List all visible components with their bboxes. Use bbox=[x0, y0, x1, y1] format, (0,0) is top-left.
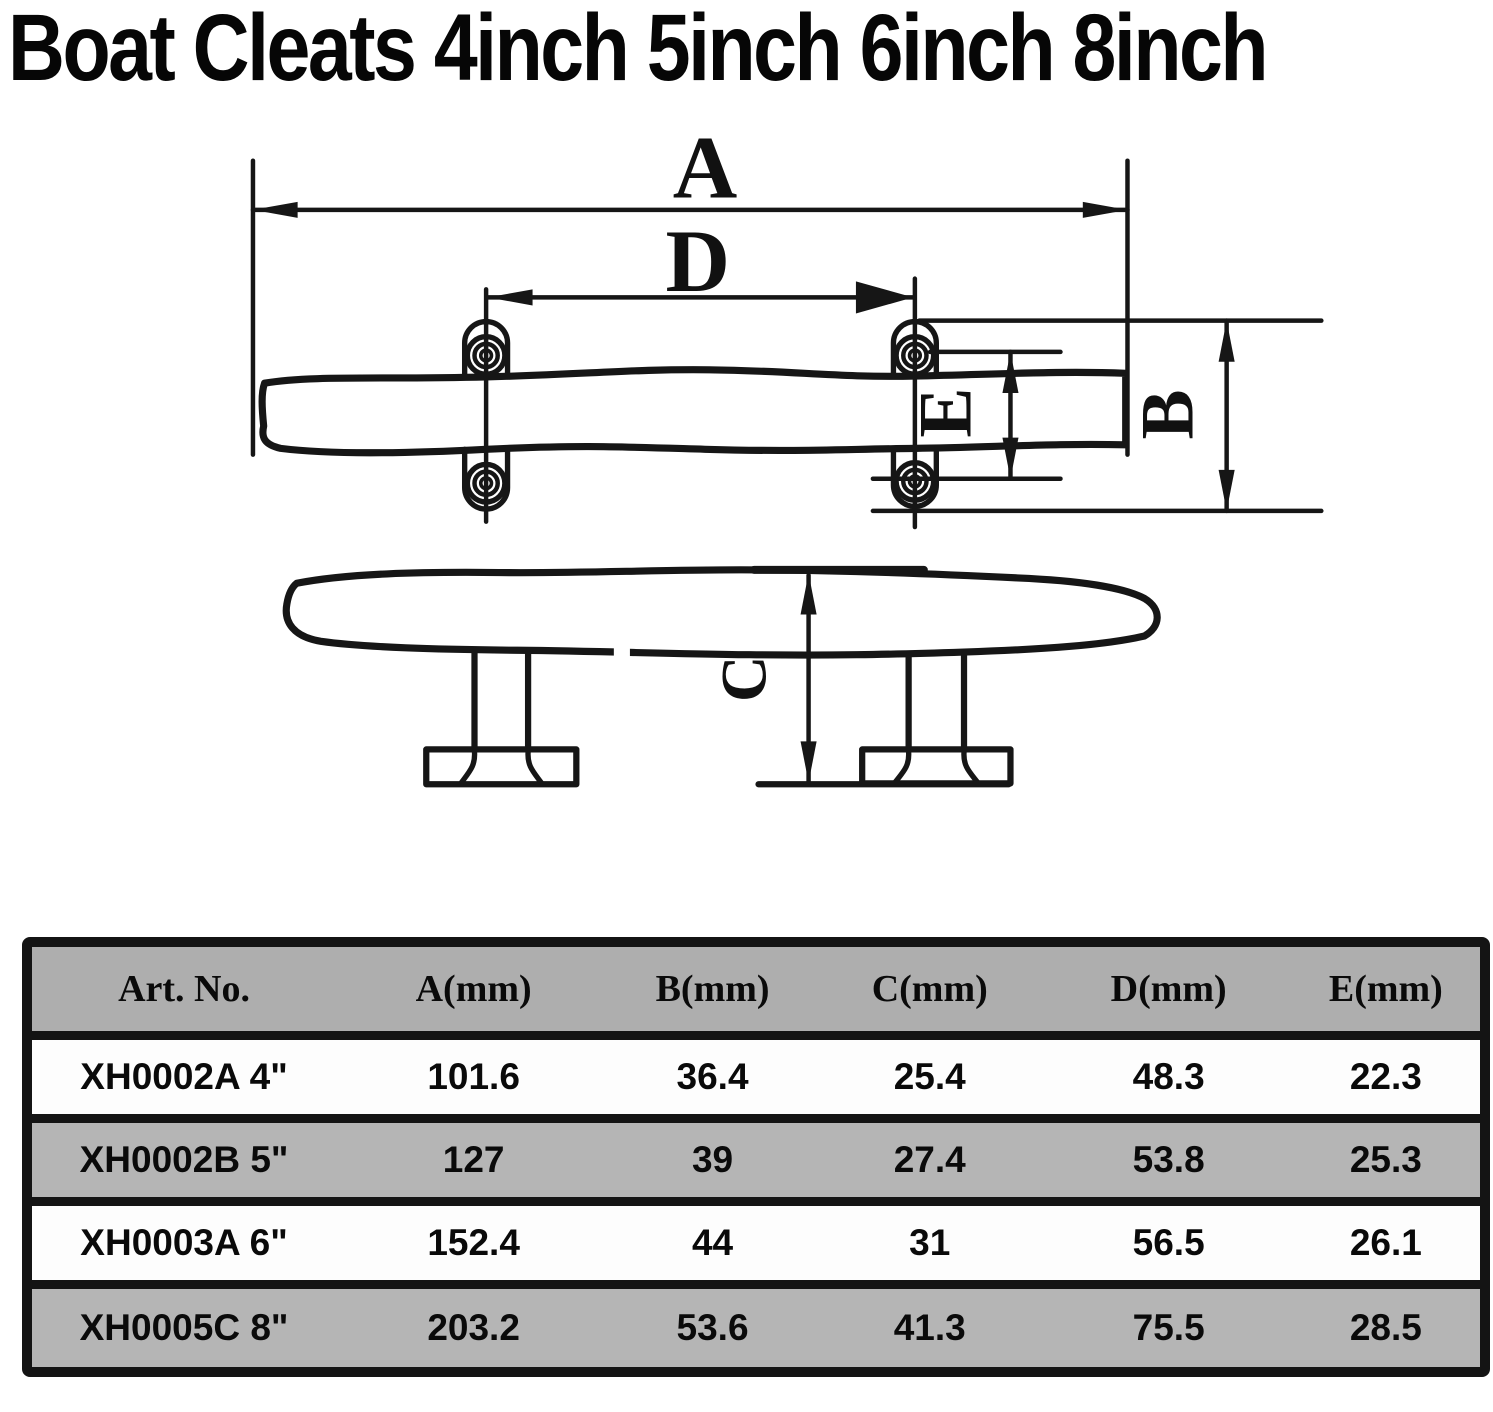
c-arrowhead-top bbox=[801, 573, 817, 614]
cell-b: 44 bbox=[691, 1221, 734, 1263]
table-row-4inch bbox=[32, 1035, 1480, 1118]
e-arrowhead-bottom bbox=[1002, 438, 1018, 479]
top-view-body-outline bbox=[262, 370, 1126, 453]
col-header-a: A(mm) bbox=[415, 967, 532, 1010]
cell-art-no: XH0002B 5" bbox=[79, 1138, 289, 1180]
cell-d: 53.8 bbox=[1132, 1138, 1205, 1180]
cell-a: 152.4 bbox=[427, 1221, 520, 1263]
cell-art-no: XH0003A 6" bbox=[80, 1221, 288, 1263]
cell-e: 22.3 bbox=[1349, 1055, 1422, 1097]
body-break-gap bbox=[614, 645, 630, 659]
a-arrowhead-left bbox=[253, 202, 298, 218]
col-header-d: D(mm) bbox=[1110, 967, 1227, 1010]
a-arrowhead-right bbox=[1083, 202, 1128, 218]
spec-table bbox=[32, 947, 1480, 1367]
table-row-5inch bbox=[32, 1118, 1480, 1201]
cell-c: 41.3 bbox=[893, 1306, 966, 1348]
cell-b: 36.4 bbox=[676, 1055, 749, 1097]
c-arrowhead-bottom bbox=[801, 741, 817, 782]
cell-d: 75.5 bbox=[1132, 1306, 1205, 1348]
cell-c: 31 bbox=[909, 1221, 951, 1263]
table-row-6inch bbox=[32, 1201, 1480, 1284]
b-arrowhead-top bbox=[1219, 321, 1235, 362]
cell-a: 101.6 bbox=[427, 1055, 520, 1097]
cell-art-no: XH0002A 4" bbox=[80, 1055, 288, 1097]
dimension-D bbox=[488, 212, 913, 313]
table-header-row bbox=[32, 947, 1480, 1035]
d-arrowhead-right bbox=[856, 281, 913, 313]
cell-e: 28.5 bbox=[1349, 1306, 1422, 1348]
dimension-label-a: A bbox=[672, 118, 738, 218]
cell-a: 127 bbox=[442, 1138, 505, 1180]
right-base-flare-left bbox=[894, 752, 908, 783]
cell-art-no: XH0005C 8" bbox=[79, 1306, 289, 1348]
cell-e: 26.1 bbox=[1349, 1221, 1422, 1263]
col-header-c: C(mm) bbox=[871, 967, 988, 1010]
right-base-flare-right bbox=[964, 752, 978, 783]
dimension-label-e: E bbox=[904, 387, 988, 438]
page-title: Boat Cleats 4inch 5inch 6inch 8inch bbox=[8, 0, 1267, 101]
cleat-drawing-svg bbox=[0, 100, 1493, 937]
dimension-label-b: B bbox=[1126, 389, 1210, 440]
col-header-art-no: Art. No. bbox=[118, 967, 250, 1010]
cleat-technical-drawing bbox=[0, 100, 1493, 937]
d-arrowhead-left bbox=[488, 289, 533, 305]
cell-c: 25.4 bbox=[893, 1055, 966, 1097]
table-row-8inch bbox=[32, 1284, 1480, 1367]
right-base-plate bbox=[862, 749, 1010, 783]
spec-table-frame bbox=[22, 937, 1490, 1377]
cell-d: 48.3 bbox=[1132, 1055, 1205, 1097]
cell-c: 27.4 bbox=[893, 1138, 966, 1180]
cell-e: 25.3 bbox=[1349, 1138, 1422, 1180]
left-base-plate bbox=[426, 749, 576, 784]
cell-b: 39 bbox=[691, 1138, 734, 1180]
left-base-flare-left bbox=[460, 752, 474, 784]
side-view-body-outline bbox=[286, 570, 1157, 655]
cell-b: 53.6 bbox=[676, 1306, 749, 1348]
cell-d: 56.5 bbox=[1132, 1221, 1205, 1263]
side-view bbox=[286, 570, 1157, 784]
b-arrowhead-bottom bbox=[1219, 470, 1235, 511]
col-header-e: E(mm) bbox=[1328, 967, 1443, 1010]
col-header-b: B(mm) bbox=[655, 967, 770, 1010]
top-view bbox=[253, 118, 1321, 527]
dimension-label-c: C bbox=[708, 655, 780, 703]
cell-a: 203.2 bbox=[427, 1306, 520, 1348]
left-base-flare-right bbox=[528, 752, 542, 784]
dimension-C bbox=[709, 573, 817, 782]
dimension-label-d: D bbox=[665, 212, 731, 312]
